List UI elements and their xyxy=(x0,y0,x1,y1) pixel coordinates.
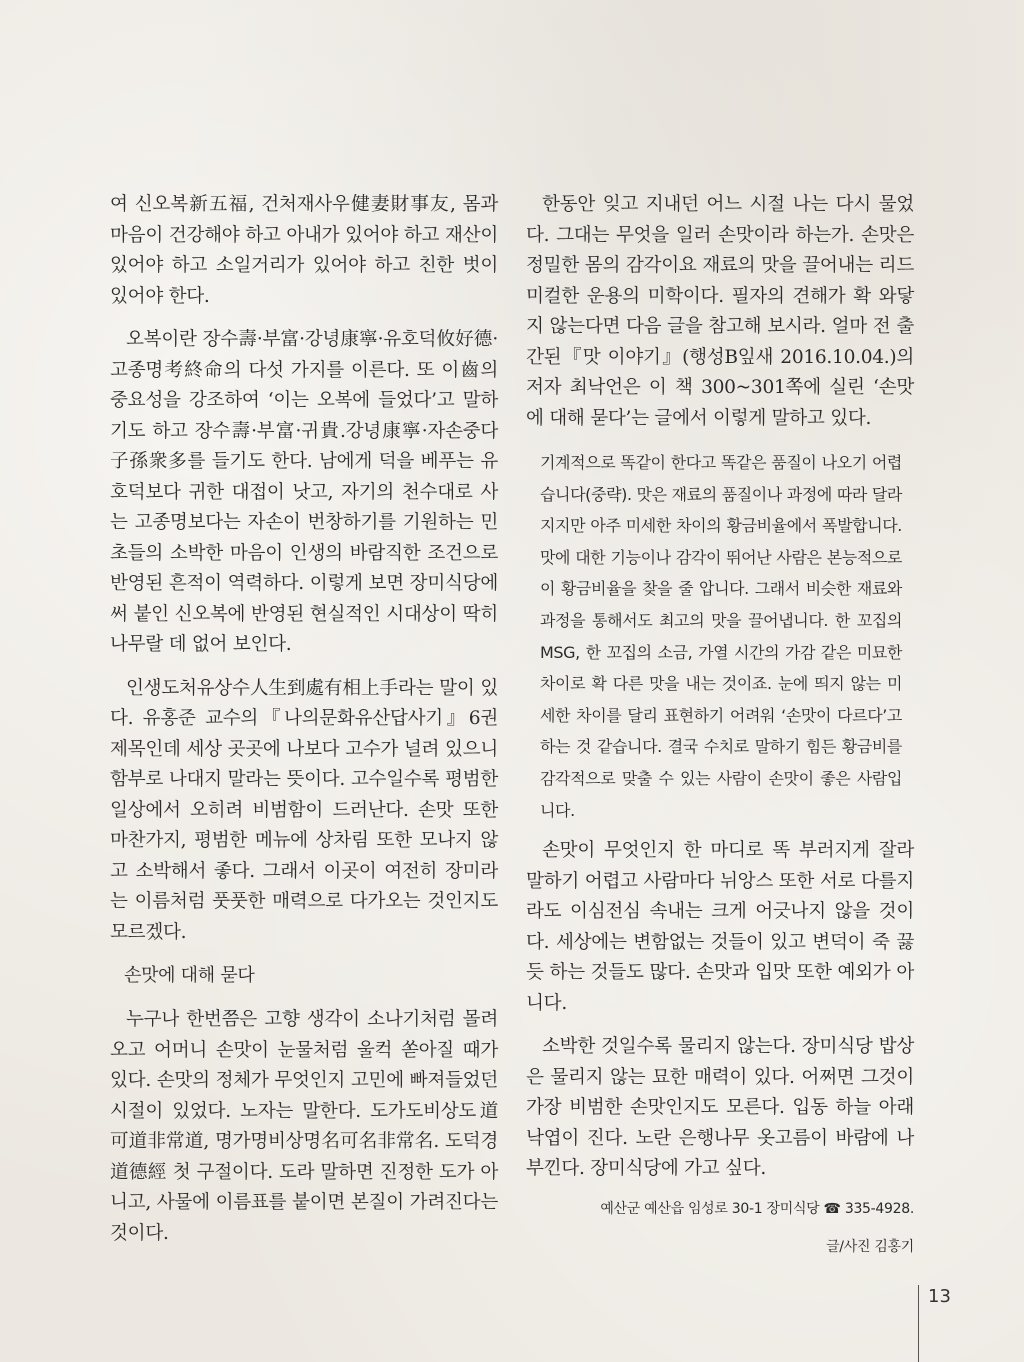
block-quote: 기계적으로 똑같이 한다고 똑같은 품질이 나오기 어렵습니다(중략). 맛은 재료의 품질이나 과정에 따라 달라지지만 아주 미세한 차이의 황금비율에서 폭발합니다. 맛에 대한 기능이나 감각이 뛰어난 사람은 본능적으로 이 황금비율을 찾을 줄 압니다. 그래서 비슷한 재료와 과정을 통해서도 최고의 맛을 끌어냅니다. 한 꼬집의 MSG, 한 꼬집의 소금, 가열 시간의 가감 같은 미묘한 차이로 확 다른 맛을 내는 것이죠. 눈에 띄지 않는 미세한 차이를 달리 표현하기 어려워 ‘손맛이 다르다’고 하는 것 같습니다. 결국 수치로 말하기 힘든 황금비를 감각적으로 맞출 수 있는 사람이 손맛이 좋은 사람입니다. xyxy=(540,453,902,820)
page-number-divider xyxy=(918,1285,919,1362)
right-column xyxy=(526,190,914,1258)
section-heading: 손맛에 대해 묻다 xyxy=(124,965,255,986)
paragraph: 인생도처유상수人生到處有相上手라는 말이 있다. 유홍준 교수의『나의문화유산답사기』6권 제목인데 세상 곳곳에 나보다 고수가 널려 있으니 함부로 나대지 말라는 뜻이다. 고수일수록 평범한 일상에서 오히려 비범함이 드러난다. 손맛 또한 마찬가지, 평범한 메뉴에 상차림 또한 모나지 않고 소박해서 좋다. 그래서 이곳이 여전히 장미라는 이름처럼 풋풋한 매력으로 다가오는 것인지도 모르겠다. xyxy=(110,677,498,943)
byline: 글/사진 김홍기 xyxy=(826,1238,914,1255)
left-column xyxy=(110,190,498,1262)
paragraph: 누구나 한번쯤은 고향 생각이 소나기처럼 몰려오고 어머니 손맛이 눈물처럼 울컥 쏟아질 때가 있다. 손맛의 정체가 무엇인지 고민에 빠져들었던 시절이 있었다. 노자는 말한다. 도가도비상도道可道非常道, 명가명비상명名可名非常名. 도덕경道德經 첫 구절이다. 도라 말하면 진정한 도가 아니고, 사물에 이름표를 붙이면 본질이 가려진다는 것이다. xyxy=(110,1009,498,1244)
paragraph: 여 신오복新五福, 건처재사우健妻財事友, 몸과 마음이 건강해야 하고 아내가 있어야 하고 재산이 있어야 하고 소일거리가 있어야 하고 친한 벗이 있어야 한다. xyxy=(110,194,498,307)
paragraph: 한동안 잊고 지내던 어느 시절 나는 다시 물었다. 그대는 무엇을 일러 손맛이라 하는가. 손맛은 정밀한 몸의 감각이요 재료의 맛을 끌어내는 리드미컬한 운용의 미학이다. 필자의 견해가 확 와닿지 않는다면 다음 글을 참고해 보시라. 얼마 전 출간된『맛 이야기』(행성B잎새 2016.10.04.)의 저자 최낙언은 이 책 300~301쪽에 실린 ‘손맛에 대해 묻다’는 글에서 이렇게 말하고 있다. xyxy=(526,194,914,429)
paragraph: 소박한 것일수록 물리지 않는다. 장미식당 밥상은 물리지 않는 묘한 매력이 있다. 어쩌면 그것이 가장 비범한 손맛인지도 모른다. 입동 하늘 아래 낙엽이 진다. 노란 은행나무 옷고름이 바람에 나부낀다. 장미식당에 가고 싶다. xyxy=(526,1036,914,1180)
page-number: 13 xyxy=(928,1286,951,1307)
paragraph: 손맛이 무엇인지 한 마디로 똑 부러지게 잘라 말하기 어렵고 사람마다 뉘앙스 또한 서로 다를지라도 이심전심 속내는 크게 어긋나지 않을 것이다. 세상에는 변함없는 것들이 있고 변덕이 죽 끓듯 하는 것들도 많다. 손맛과 입맛 또한 예외가 아니다. xyxy=(526,840,914,1014)
restaurant-info: 예산군 예산읍 임성로 30-1 장미식당 ☎ 335-4928. xyxy=(600,1200,914,1217)
paragraph: 오복이란 장수壽·부富·강녕康寧·유호덕攸好德·고종명考終命의 다섯 가지를 이른다. 또 이齒의 중요성을 강조하여 ‘이는 오복에 들었다’고 말하기도 하고 장수壽·부富·귀貴.강녕康寧·자손중다子孫衆多를 들기도 한다. 남에게 덕을 베푸는 유호덕보다 귀한 대접이 낫고, 자기의 천수대로 사는 고종명보다는 자손이 번창하기를 기원하는 민초들의 소박한 마음이 인생의 바람직한 조건으로 반영된 흔적이 역력하다. 이렇게 보면 장미식당에 써 붙인 신오복에 반영된 현실적인 시대상이 딱히 나무랄 데 없어 보인다. xyxy=(110,329,498,655)
